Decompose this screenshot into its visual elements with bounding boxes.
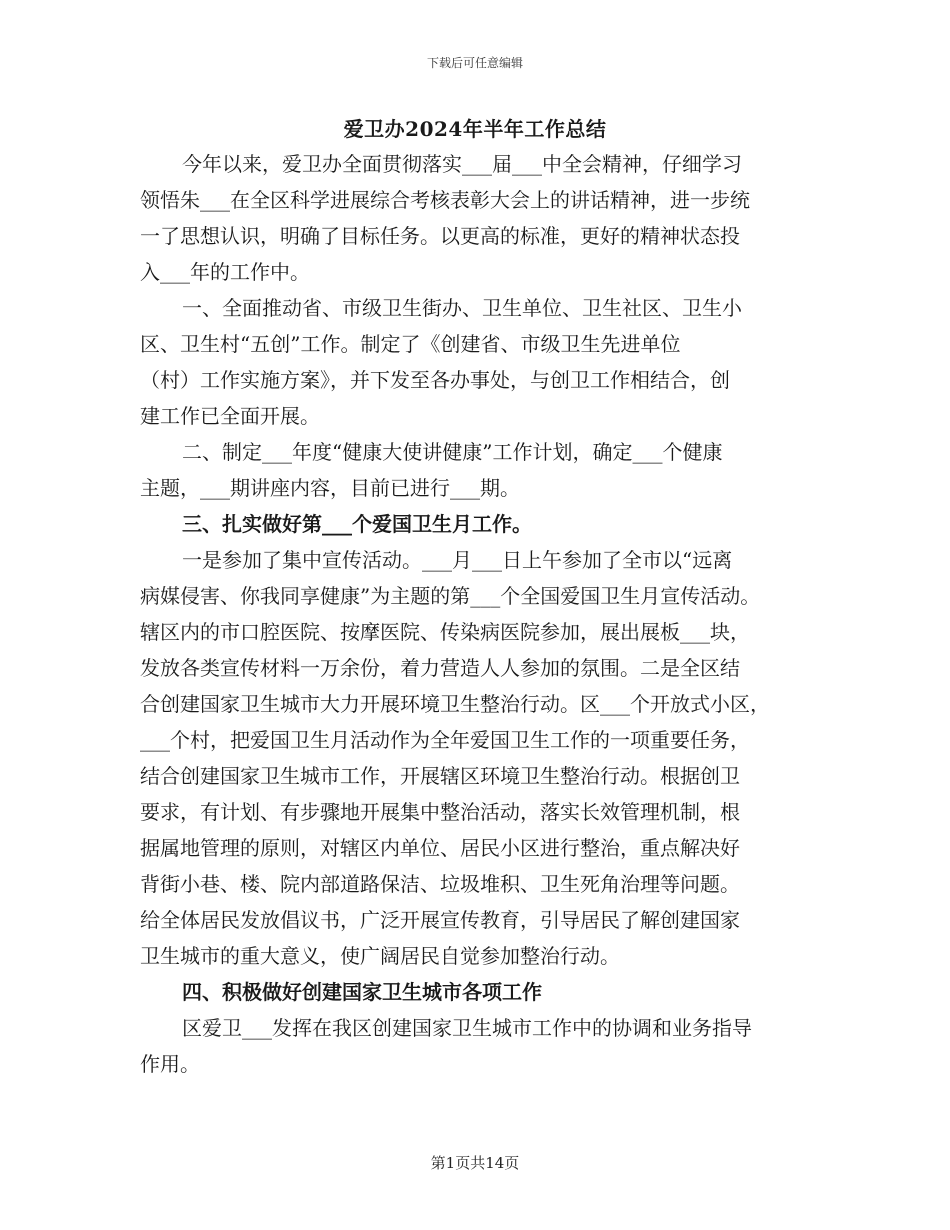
paragraph-line: 区、卫生村“五创”工作。制定了《创建省、市级卫生先进单位 [140,332,681,356]
paragraph-line: 入___年的工作中。 [140,260,310,284]
page-header: 下载后可任意编辑 [426,56,523,70]
paragraph-line: 领悟朱___在全区科学进展综合考核表彰大会上的讲话精神，进一步统 [140,188,750,212]
paragraph-line: 作用。 [140,1052,200,1076]
paragraph-line: 卫生城市的重大意义，使广阔居民自觉参加整治行动。 [140,944,620,968]
paragraph-line: 建工作已全面开展。 [140,404,320,428]
paragraph-line: 二、制定___年度“健康大使讲健康”工作计划，确定___个健康 [182,440,723,464]
paragraph-line: （村）工作实施方案》，并下发至各办事处，与创卫工作相结合，创 [140,368,730,392]
page-number: 第1页共14页 [430,1154,520,1172]
paragraph-line: 一了思想认识，明确了目标任务。以更高的标准，更好的精神状态投 [140,224,740,248]
section-heading: 三、扎实做好第___个爱国卫生月工作。 [182,512,532,536]
paragraph-line: 据属地管理的原则，对辖区内单位、居民小区进行整治，重点解决好 [140,836,740,860]
paragraph-line: 一、全面推动省、市级卫生街办、卫生单位、卫生社区、卫生小 [182,296,742,320]
paragraph-line: 一是参加了集中宣传活动。___月___日上午参加了全市以“远离 [182,548,733,572]
paragraph-line: 合创建国家卫生城市大力开展环境卫生整治行动。区___个开放式小区， [140,692,770,716]
paragraph-line: 背街小巷、楼、院内部道路保洁、垃圾堆积、卫生死角治理等问题。 [140,872,740,896]
document-title: 爱卫办2024年半年工作总结 [343,117,607,141]
paragraph-line: 辖区内的市口腔医院、按摩医院、传染病医院参加，展出展板___块， [140,620,750,644]
section-heading: 四、积极做好创建国家卫生城市各项工作 [182,980,542,1004]
paragraph-line: 病媒侵害、你我同享健康”为主题的第___个全国爱国卫生月宣传活动。 [140,584,761,608]
paragraph-line: 主题，___期讲座内容，目前已进行___期。 [140,476,520,500]
paragraph-line: 给全体居民发放倡议书，广泛开展宣传教育，引导居民了解创建国家 [140,908,740,932]
paragraph-line: 结合创建国家卫生城市工作，开展辖区环境卫生整治行动。根据创卫 [140,764,740,788]
paragraph-line: 今年以来，爱卫办全面贯彻落实___届___中全会精神，仔细学习 [182,152,742,176]
document-body [140,146,820,1082]
paragraph-line: 要求，有计划、有步骤地开展集中整治活动，落实长效管理机制，根 [140,800,740,824]
paragraph-line: ___个村，把爱国卫生月活动作为全年爱国卫生工作的一项重要任务， [140,728,750,752]
paragraph-line: 区爱卫___发挥在我区创建国家卫生城市工作中的协调和业务指导 [182,1016,752,1040]
paragraph-line: 发放各类宣传材料一万余份，着力营造人人参加的氛围。二是全区结 [140,656,740,680]
